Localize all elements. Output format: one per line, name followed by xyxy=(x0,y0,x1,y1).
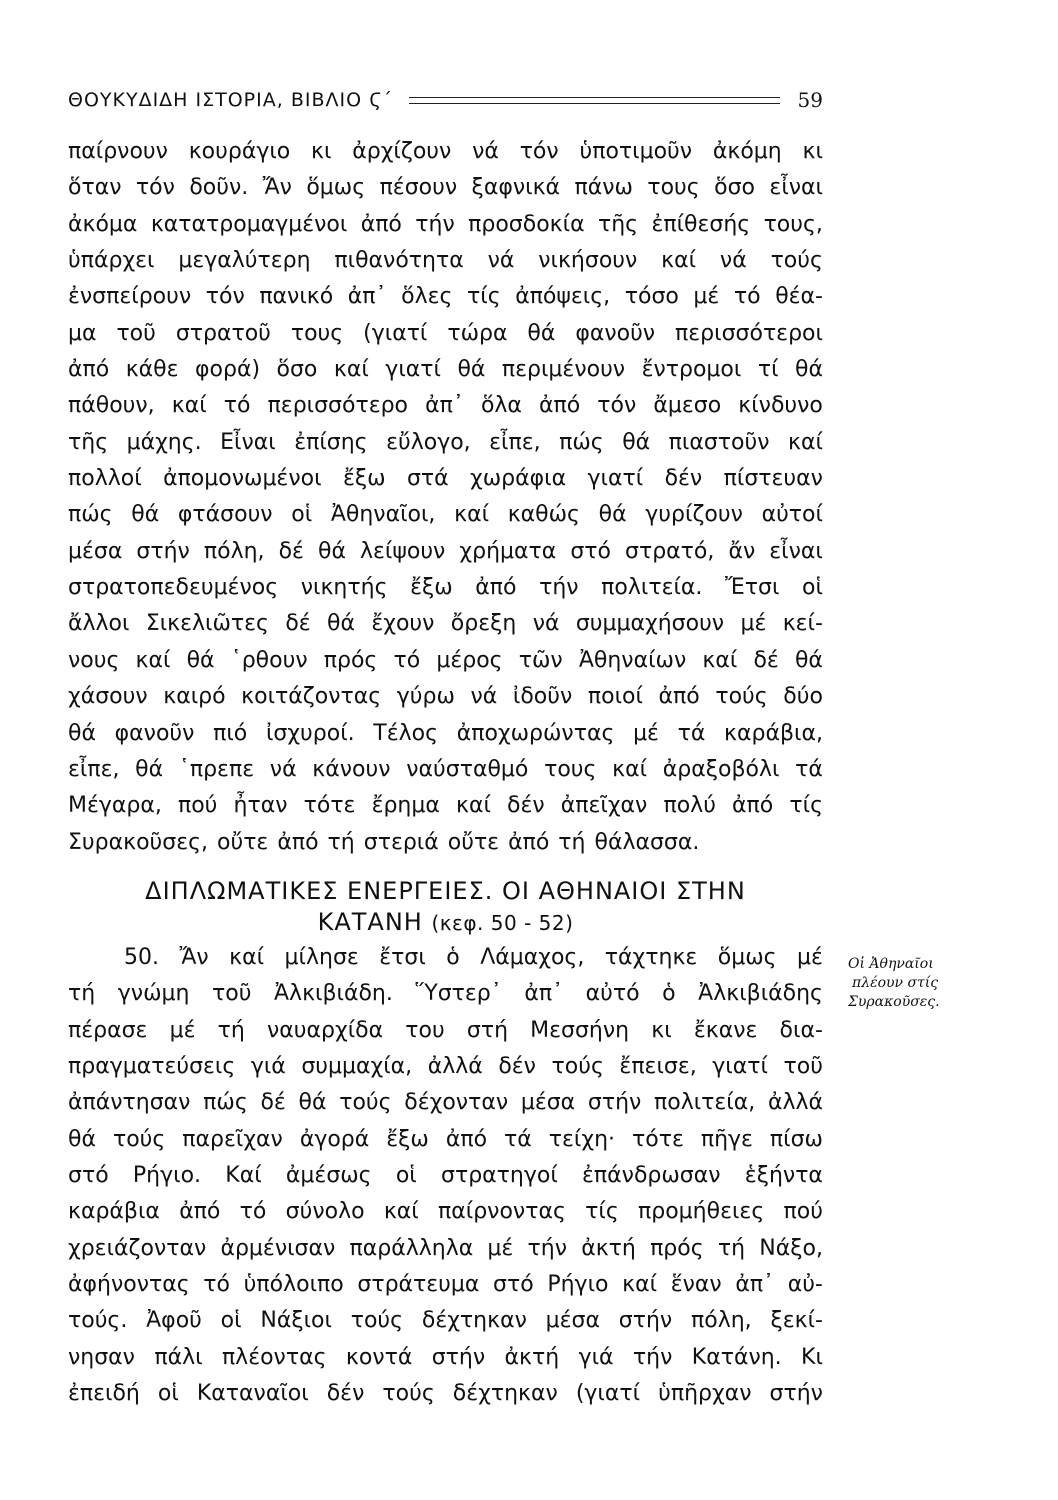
chapter-reference: (κεφ. 50 - 52) xyxy=(431,911,574,935)
text-line: πραγματεύσεις γιά συμμαχία, ἀλλά δέν τούς ἔπεισε, γιατί τοῦ xyxy=(68,1054,823,1080)
running-head-rule xyxy=(409,97,780,104)
text-line: Μέγαρα, πού ἦταν τότε ἔρημα καί δέν ἀπεῖχαν πολύ ἀπό τίς xyxy=(68,793,823,819)
paragraph-2 xyxy=(68,940,823,1412)
running-head-title: ΘΟΥΚΥΔΙΔΗ ΙΣΤΟΡΙΑ, ΒΙΒΛΙΟ Ϛ΄ xyxy=(68,89,393,111)
running-head xyxy=(68,86,823,114)
text-line: χρειάζονταν ἀρμένισαν παράλληλα μέ τήν ἀκτή πρός τή Νάξο, xyxy=(68,1235,823,1261)
section-heading-line-2 xyxy=(68,907,823,938)
text-line: νησαν πάλι πλέοντας κοντά στήν ἀκτή γιά τήν Κατάνη. Κι xyxy=(68,1344,823,1370)
text-line: πώς θά φτάσουν οἱ Ἀθηναῖοι, καί καθώς θά γυρίζουν αὐτοί xyxy=(68,502,823,528)
text-line: καράβια ἀπό τό σύνολο καί παίρνοντας τίς προμήθειες πού xyxy=(68,1199,823,1225)
text-line: ὑπάρχει μεγαλύτερη πιθανότητα νά νικήσουν καί νά τούς xyxy=(68,248,823,274)
text-line: πάθουν, καί τό περισσότερο ἀπ᾽ ὅλα ἀπό τόν ἄμεσο κίνδυνο xyxy=(68,393,823,419)
text-line: θά τούς παρεῖχαν ἀγορά ἔξω ἀπό τά τείχη· τότε πῆγε πίσω xyxy=(68,1126,823,1152)
section-heading-line-1: ΔΙΠΛΩΜΑΤΙΚΕΣ ΕΝΕΡΓΕΙΕΣ. ΟΙ ΑΘΗΝΑΙΟΙ ΣΤΗΝ xyxy=(145,877,746,905)
text-line: νους καί θά ῾ρθουν πρός τό μέρος τῶν Ἀθηναίων καί δέ θά xyxy=(68,647,823,673)
text-line: πέρασε μέ τή ναυαρχίδα του στή Μεσσήνη κι ἔκανε δια- xyxy=(68,1017,823,1043)
text-line: ἄλλοι Σικελιῶτες δέ θά ἔχουν ὄρεξη νά συμμαχήσουν μέ κεί- xyxy=(68,611,823,637)
section-heading-title: ΚΑΤΑΝΗ xyxy=(317,908,423,936)
text-line: ἀπάντησαν πώς δέ θά τούς δέχονταν μέσα στήν πολιτεία, ἀλλά xyxy=(68,1090,823,1116)
text-line: ἀκόμα κατατρομαγμένοι ἀπό τήν προσδοκία τῆς ἐπίθεσής τους, xyxy=(68,211,823,237)
text-line: τῆς μάχης. Εἶναι ἐπίσης εὔλογο, εἶπε, πώς θά πιαστοῦν καί xyxy=(68,429,823,455)
margin-note-line: Συρακοῦσες. xyxy=(848,994,940,1010)
text-line: τή γνώμη τοῦ Ἀλκιβιάδη. Ὕστερ᾽ ἀπ᾽ αὐτό ὁ Ἀλκιβιάδης xyxy=(68,981,823,1007)
margin-note-line: Οἱ Ἀθηναῖοι xyxy=(848,956,934,972)
paragraph-1 xyxy=(68,134,823,861)
margin-note-line: πλέουν στίς xyxy=(852,975,939,991)
text-line: πολλοί ἀπομονωμένοι ἔξω στά χωράφια γιατί δέν πίστευαν xyxy=(68,466,823,492)
text-line: μέσα στήν πόλη, δέ θά λείψουν χρήματα στό στρατό, ἄν εἶναι xyxy=(68,538,823,564)
text-line: ἐνσπείρουν τόν πανικό ἀπ᾽ ὅλες τίς ἀπόψεις, τόσο μέ τό θέα- xyxy=(68,284,823,310)
text-line: μα τοῦ στρατοῦ τους (γιατί τώρα θά φανοῦν περισσότεροι xyxy=(68,320,823,346)
text-line: εἶπε, θά ῾πρεπε νά κάνουν ναύσταθμό τους καί ἀραξοβόλι τά xyxy=(68,756,823,782)
page-number: 59 xyxy=(797,88,823,112)
text-line: 50. Ἄν καί μίλησε ἔτσι ὁ Λάμαχος, τάχτηκε ὅμως μέ xyxy=(124,945,823,970)
text-line: ὅταν τόν δοῦν. Ἄν ὅμως πέσουν ξαφνικά πάνω τους ὅσο εἶναι xyxy=(68,175,823,201)
text-line: παίρνουν κουράγιο κι ἀρχίζουν νά τόν ὑποτιμοῦν ἀκόμη κι xyxy=(68,139,823,164)
margin-note xyxy=(848,955,1008,1012)
text-line: Συρακοῦσες, οὔτε ἀπό τή στεριά οὔτε ἀπό τή θάλασσα. xyxy=(68,829,700,855)
text-line: χάσουν καιρό κοιτάζοντας γύρω νά ἰδοῦν ποιοί ἀπό τούς δύο xyxy=(68,684,823,710)
text-line: ἀπό κάθε φορά) ὅσο καί γιατί θά περιμένουν ἔντρομοι τί θά xyxy=(68,357,823,383)
text-line: θά φανοῦν πιό ἰσχυροί. Τέλος ἀποχωρώντας μέ τά καράβια, xyxy=(68,720,823,746)
section-heading xyxy=(68,876,823,938)
text-line: στρατοπεδευμένος νικητής ἔξω ἀπό τήν πολιτεία. Ἔτσι οἱ xyxy=(68,575,823,601)
text-line: στό Ρήγιο. Καί ἀμέσως οἱ στρατηγοί ἐπάνδρωσαν ἑξήντα xyxy=(68,1163,823,1189)
text-line: ἐπειδή οἱ Καταναῖοι δέν τούς δέχτηκαν (γιατί ὑπῆρχαν στήν xyxy=(68,1381,823,1407)
text-line: ἀφήνοντας τό ὑπόλοιπο στράτευμα στό Ρήγιο καί ἕναν ἀπ᾽ αὐ- xyxy=(68,1272,823,1298)
text-line: τούς. Ἀφοῦ οἱ Νάξιοι τούς δέχτηκαν μέσα στήν πόλη, ξεκί- xyxy=(68,1308,823,1334)
